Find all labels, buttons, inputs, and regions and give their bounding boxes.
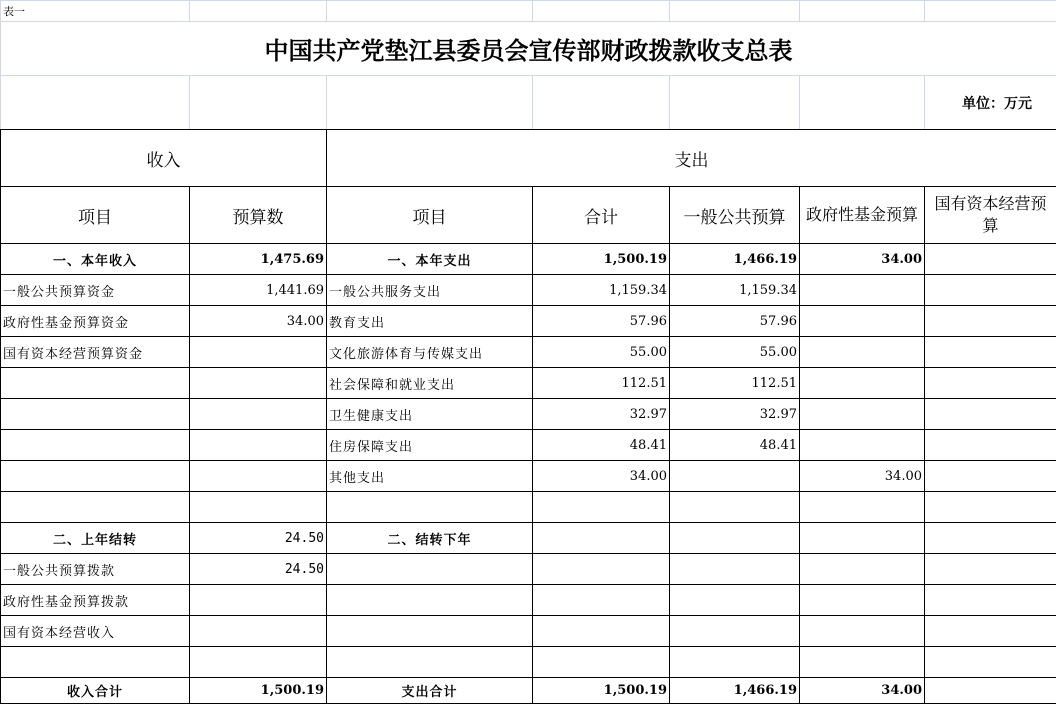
income-value (190, 337, 327, 368)
general-budget: 48.41 (670, 430, 800, 461)
col-item-income: 项目 (1, 187, 190, 244)
expense-item: 文化旅游体育与传媒支出 (327, 337, 533, 368)
expense-total: 34.00 (533, 461, 670, 492)
gov-fund-budget (800, 368, 925, 399)
income-value (190, 492, 327, 523)
income-value (190, 616, 327, 647)
income-value: 1,475.69 (190, 244, 327, 275)
income-item: 一、本年收入 (1, 244, 190, 275)
gov-fund-budget (800, 492, 925, 523)
table-row (1, 554, 1056, 585)
report-title: 中国共产党垫江县委员会宣传部财政拨款收支总表 (1, 22, 1056, 76)
income-item: 一般公共预算资金 (1, 275, 190, 306)
expense-item (327, 616, 533, 647)
table-row (1, 647, 1056, 678)
table-row (1, 430, 1056, 461)
general-budget (670, 523, 800, 554)
expense-item (327, 554, 533, 585)
expense-item: 一、本年支出 (327, 244, 533, 275)
expense-total (533, 585, 670, 616)
gov-fund-budget (800, 399, 925, 430)
state-capital-budget (925, 430, 1056, 461)
expense-total: 55.00 (533, 337, 670, 368)
general-budget: 1,466.19 (670, 678, 800, 704)
state-capital-budget (925, 492, 1056, 523)
income-item: 收入合计 (1, 678, 190, 704)
expense-total (533, 554, 670, 585)
income-value (190, 430, 327, 461)
expense-total (533, 647, 670, 678)
table-row (1, 585, 1056, 616)
gov-fund-budget (800, 430, 925, 461)
expense-item (327, 492, 533, 523)
expense-header: 支出 (327, 130, 1056, 187)
expense-total: 48.41 (533, 430, 670, 461)
expense-item: 其他支出 (327, 461, 533, 492)
col-budget: 预算数 (190, 187, 327, 244)
general-budget: 1,159.34 (670, 275, 800, 306)
general-budget (670, 554, 800, 585)
income-header: 收入 (1, 130, 327, 187)
expense-total: 112.51 (533, 368, 670, 399)
expense-item: 卫生健康支出 (327, 399, 533, 430)
state-capital-budget (925, 275, 1056, 306)
state-capital-budget (925, 461, 1056, 492)
expense-total: 1,500.19 (533, 678, 670, 704)
general-budget (670, 585, 800, 616)
general-budget: 55.00 (670, 337, 800, 368)
budget-table (0, 0, 1056, 130)
general-budget (670, 647, 800, 678)
gov-fund-budget (800, 275, 925, 306)
gov-fund-budget (800, 616, 925, 647)
table-row (1, 337, 1056, 368)
state-capital-budget (925, 678, 1056, 704)
income-value (190, 585, 327, 616)
general-budget: 1,466.19 (670, 244, 800, 275)
expense-total (533, 616, 670, 647)
gov-fund-budget: 34.00 (800, 244, 925, 275)
state-capital-budget (925, 523, 1056, 554)
state-capital-budget (925, 337, 1056, 368)
income-value (190, 647, 327, 678)
table-row (1, 523, 1056, 554)
income-value (190, 461, 327, 492)
expense-item (327, 647, 533, 678)
sheet-label: 表一 (1, 1, 190, 22)
gov-fund-budget (800, 585, 925, 616)
expense-item (327, 585, 533, 616)
expense-item: 社会保障和就业支出 (327, 368, 533, 399)
table-row (1, 616, 1056, 647)
gov-fund-budget: 34.00 (800, 461, 925, 492)
unit-label: 单位：万元 (925, 76, 1056, 130)
table-row (1, 399, 1056, 430)
state-capital-budget (925, 585, 1056, 616)
income-item: 政府性基金预算资金 (1, 306, 190, 337)
income-value (190, 368, 327, 399)
income-item (1, 461, 190, 492)
general-budget: 32.97 (670, 399, 800, 430)
col-state-capital: 国有资本经营预算 (925, 187, 1056, 244)
table-row (1, 461, 1056, 492)
expense-item: 二、结转下年 (327, 523, 533, 554)
income-item (1, 399, 190, 430)
gov-fund-budget (800, 647, 925, 678)
income-item: 二、上年结转 (1, 523, 190, 554)
table-row (1, 244, 1056, 275)
income-item (1, 368, 190, 399)
col-gov-fund: 政府性基金预算 (800, 187, 925, 244)
col-general: 一般公共预算 (670, 187, 800, 244)
state-capital-budget (925, 399, 1056, 430)
income-value: 24.50 (190, 523, 327, 554)
income-item (1, 492, 190, 523)
general-budget (670, 492, 800, 523)
general-budget: 112.51 (670, 368, 800, 399)
income-item (1, 647, 190, 678)
col-total: 合计 (533, 187, 670, 244)
state-capital-budget (925, 647, 1056, 678)
income-item: 一般公共预算拨款 (1, 554, 190, 585)
general-budget (670, 461, 800, 492)
gov-fund-budget (800, 306, 925, 337)
state-capital-budget (925, 368, 1056, 399)
expense-item: 支出合计 (327, 678, 533, 704)
expense-total: 32.97 (533, 399, 670, 430)
state-capital-budget (925, 616, 1056, 647)
col-item-expense: 项目 (327, 187, 533, 244)
table-row (1, 306, 1056, 337)
gov-fund-budget (800, 337, 925, 368)
table-row (1, 275, 1056, 306)
table-row (1, 678, 1056, 704)
expense-total (533, 523, 670, 554)
income-item: 政府性基金预算拨款 (1, 585, 190, 616)
general-budget: 57.96 (670, 306, 800, 337)
income-value: 1,441.69 (190, 275, 327, 306)
table-row (1, 492, 1056, 523)
expense-total: 1,500.19 (533, 244, 670, 275)
income-item: 国有资本经营收入 (1, 616, 190, 647)
income-value (190, 399, 327, 430)
expense-item: 一般公共服务支出 (327, 275, 533, 306)
income-item (1, 430, 190, 461)
state-capital-budget (925, 306, 1056, 337)
expense-item: 教育支出 (327, 306, 533, 337)
gov-fund-budget: 34.00 (800, 678, 925, 704)
income-value: 34.00 (190, 306, 327, 337)
income-value: 24.50 (190, 554, 327, 585)
income-item: 国有资本经营预算资金 (1, 337, 190, 368)
general-budget (670, 616, 800, 647)
gov-fund-budget (800, 554, 925, 585)
expense-total (533, 492, 670, 523)
expense-total: 57.96 (533, 306, 670, 337)
gov-fund-budget (800, 523, 925, 554)
expense-item: 住房保障支出 (327, 430, 533, 461)
table-row (1, 368, 1056, 399)
income-value: 1,500.19 (190, 678, 327, 704)
expense-total: 1,159.34 (533, 275, 670, 306)
main-table (0, 129, 1056, 704)
state-capital-budget (925, 554, 1056, 585)
state-capital-budget (925, 244, 1056, 275)
